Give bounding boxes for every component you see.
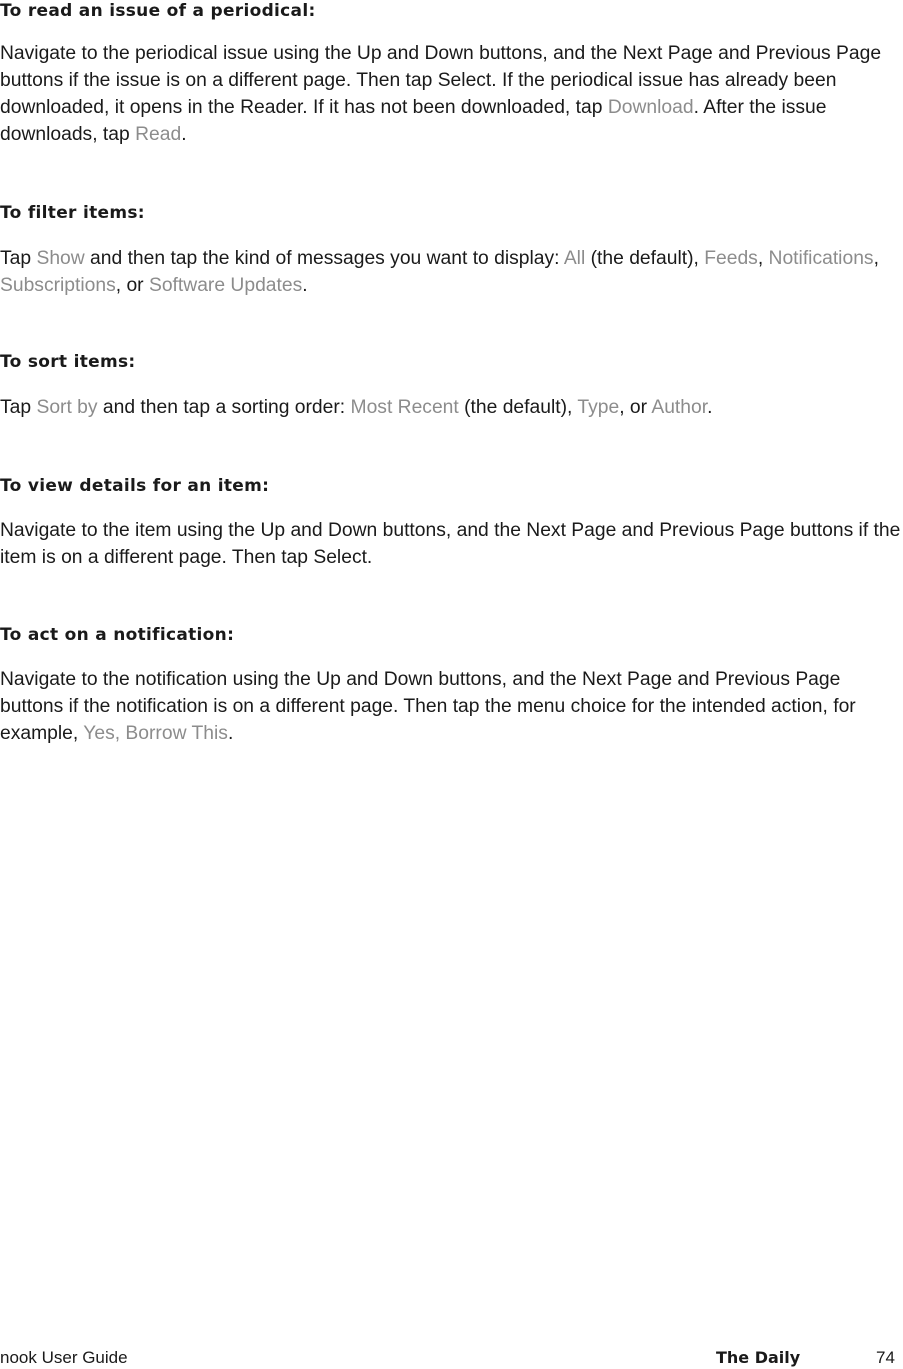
section-filter-items: [0, 202, 903, 299]
ui-term-type: Type: [577, 397, 620, 418]
footer-section-title: The Daily: [716, 1348, 801, 1367]
body-text-run: Tap: [0, 397, 37, 418]
footer-guide-title: nook User Guide: [0, 1348, 128, 1367]
section-body: [0, 394, 903, 421]
section-act-notification: [0, 624, 903, 747]
body-text-run: .: [181, 124, 187, 145]
body-text-run: (the default),: [458, 397, 578, 418]
body-text-run: . After the issue downloads, tap: [0, 97, 827, 145]
section-heading: To view details for an item:: [0, 476, 270, 496]
body-text-run: , or: [619, 397, 652, 418]
body-text-run: .: [302, 275, 308, 296]
ui-term-all: All: [563, 248, 586, 269]
section-heading: To act on a notification:: [0, 625, 235, 645]
ui-term-most-recent: Most Recent: [350, 397, 459, 418]
body-text-run: Navigate to the item using the Up and Down buttons, and the Next Page and Previous Page buttons if the item is on a different page. Then tap Select.: [0, 520, 901, 568]
ui-term-software-updates: Software Updates: [148, 275, 303, 296]
section-body: [0, 245, 903, 299]
section-body: [0, 666, 903, 747]
ui-term-author: Author: [651, 397, 708, 418]
ui-term-subscriptions: Subscriptions: [0, 275, 116, 296]
body-text-run: Navigate to the periodical issue using the Up and Down buttons, and the Next Page and Previous Page buttons if the issue is on a different page. Then tap Select. If the periodical issue has already been downloaded, it opens in the Reader. If it has not been downloaded, tap: [0, 43, 882, 118]
section-sort-items: [0, 351, 903, 421]
body-text-run: and then tap a sorting order:: [97, 397, 351, 418]
body-text-run: .: [227, 723, 234, 744]
body-text-run: .: [707, 397, 713, 418]
ui-term-download: Download: [607, 97, 694, 118]
ui-term-notifications: Notifications: [768, 248, 874, 269]
section-read-periodical: [0, 0, 903, 148]
footer-page-number: 74: [876, 1348, 895, 1367]
body-text-run: ,: [757, 248, 769, 269]
body-text-run: Tap: [0, 248, 37, 269]
body-text-run: and then tap the kind of messages you want to display:: [84, 248, 564, 269]
ui-term-sort-by: Sort by: [36, 397, 98, 418]
section-body: [0, 40, 903, 148]
ui-term-read: Read: [135, 124, 182, 145]
body-text-run: Navigate to the notification using the Up and Down buttons, and the Next Page and Previous Page buttons if the notification is on a different page. Then tap the menu choice for the intended action, for example,: [0, 669, 856, 744]
section-view-details: [0, 475, 903, 571]
body-text-run: ,: [873, 248, 879, 269]
section-heading: To filter items:: [0, 203, 145, 223]
section-heading: To read an issue of a periodical:: [0, 1, 316, 21]
body-text-run: (the default),: [585, 248, 705, 269]
ui-term-feeds: Feeds: [704, 248, 758, 269]
ui-term-show: Show: [36, 248, 85, 269]
ui-term-yes-borrow-this: Yes, Borrow This: [83, 723, 228, 744]
section-body: [0, 517, 903, 571]
section-heading: To sort items:: [0, 352, 136, 372]
body-text-run: , or: [115, 275, 149, 296]
